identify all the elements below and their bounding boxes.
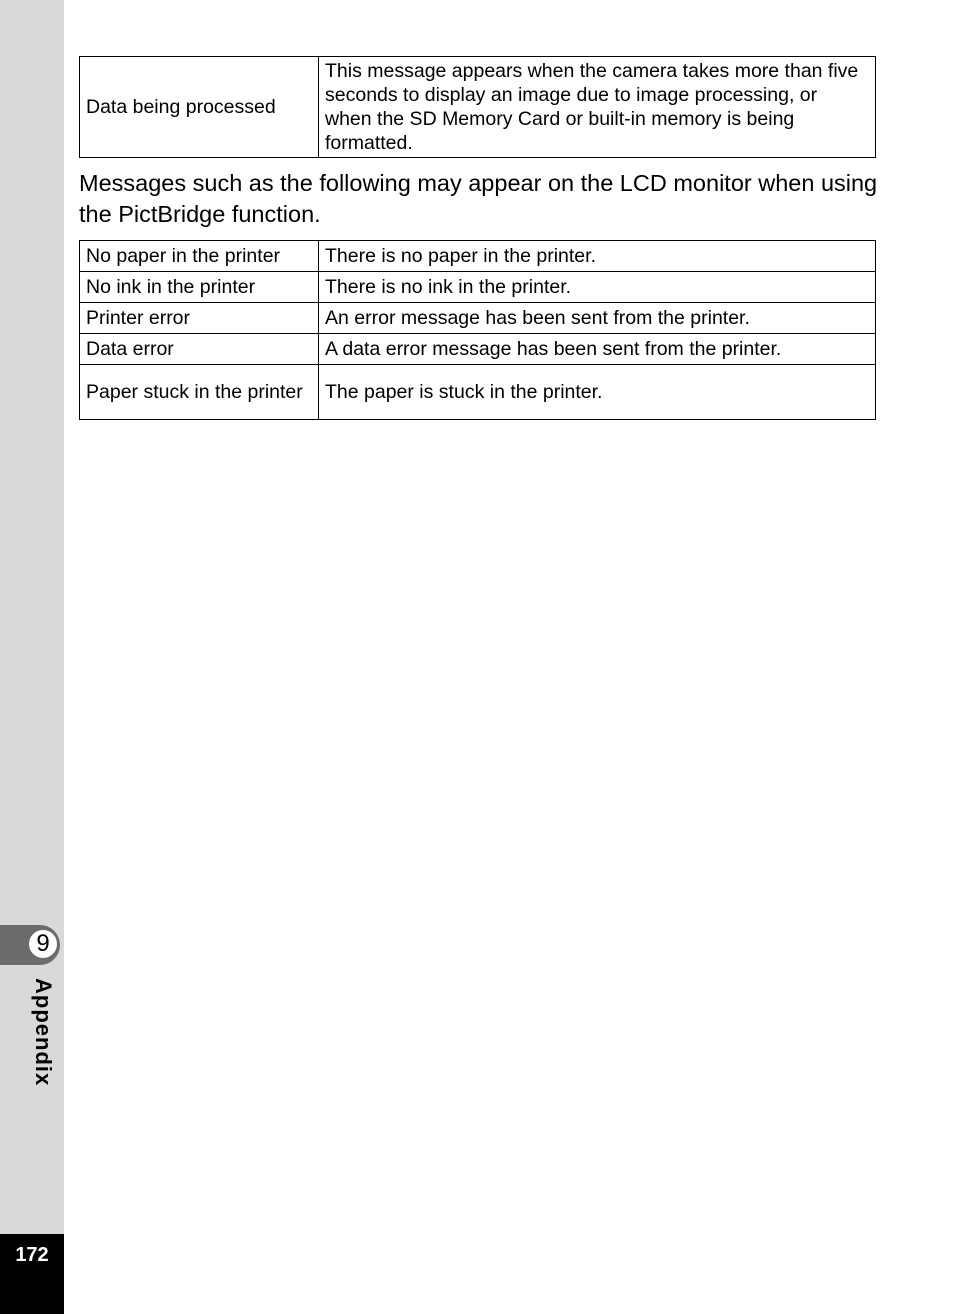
pictbridge-message-table <box>79 240 876 420</box>
message-cell: Data being processed <box>80 57 319 158</box>
description-cell: A data error message has been sent from the printer. <box>319 334 876 365</box>
intro-text: Messages such as the following may appear on the LCD monitor when using the PictBridge function. <box>79 170 878 227</box>
table-row <box>80 272 876 303</box>
processing-message-table <box>79 56 876 158</box>
description-cell: There is no paper in the printer. <box>319 241 876 272</box>
description-cell: The paper is stuck in the printer. <box>319 365 876 420</box>
table-row <box>80 365 876 420</box>
chapter-number: 9 <box>27 928 59 960</box>
description-cell: An error message has been sent from the printer. <box>319 303 876 334</box>
description-cell: This message appears when the camera takes more than five seconds to display an image due to image processing, or when the SD Memory Card or built-in memory is being formatted. <box>319 57 876 158</box>
message-cell: No ink in the printer <box>80 272 319 303</box>
section-label: Appendix <box>31 978 56 1087</box>
table-row <box>80 57 876 158</box>
message-cell: No paper in the printer <box>80 241 319 272</box>
message-cell: Printer error <box>80 303 319 334</box>
sidebar <box>0 0 64 1314</box>
table-row <box>80 241 876 272</box>
table-row <box>80 334 876 365</box>
table-row <box>80 303 876 334</box>
description-cell: There is no ink in the printer. <box>319 272 876 303</box>
page-number: 172 <box>15 1244 49 1266</box>
message-cell: Data error <box>80 334 319 365</box>
message-cell: Paper stuck in the printer <box>80 365 319 420</box>
